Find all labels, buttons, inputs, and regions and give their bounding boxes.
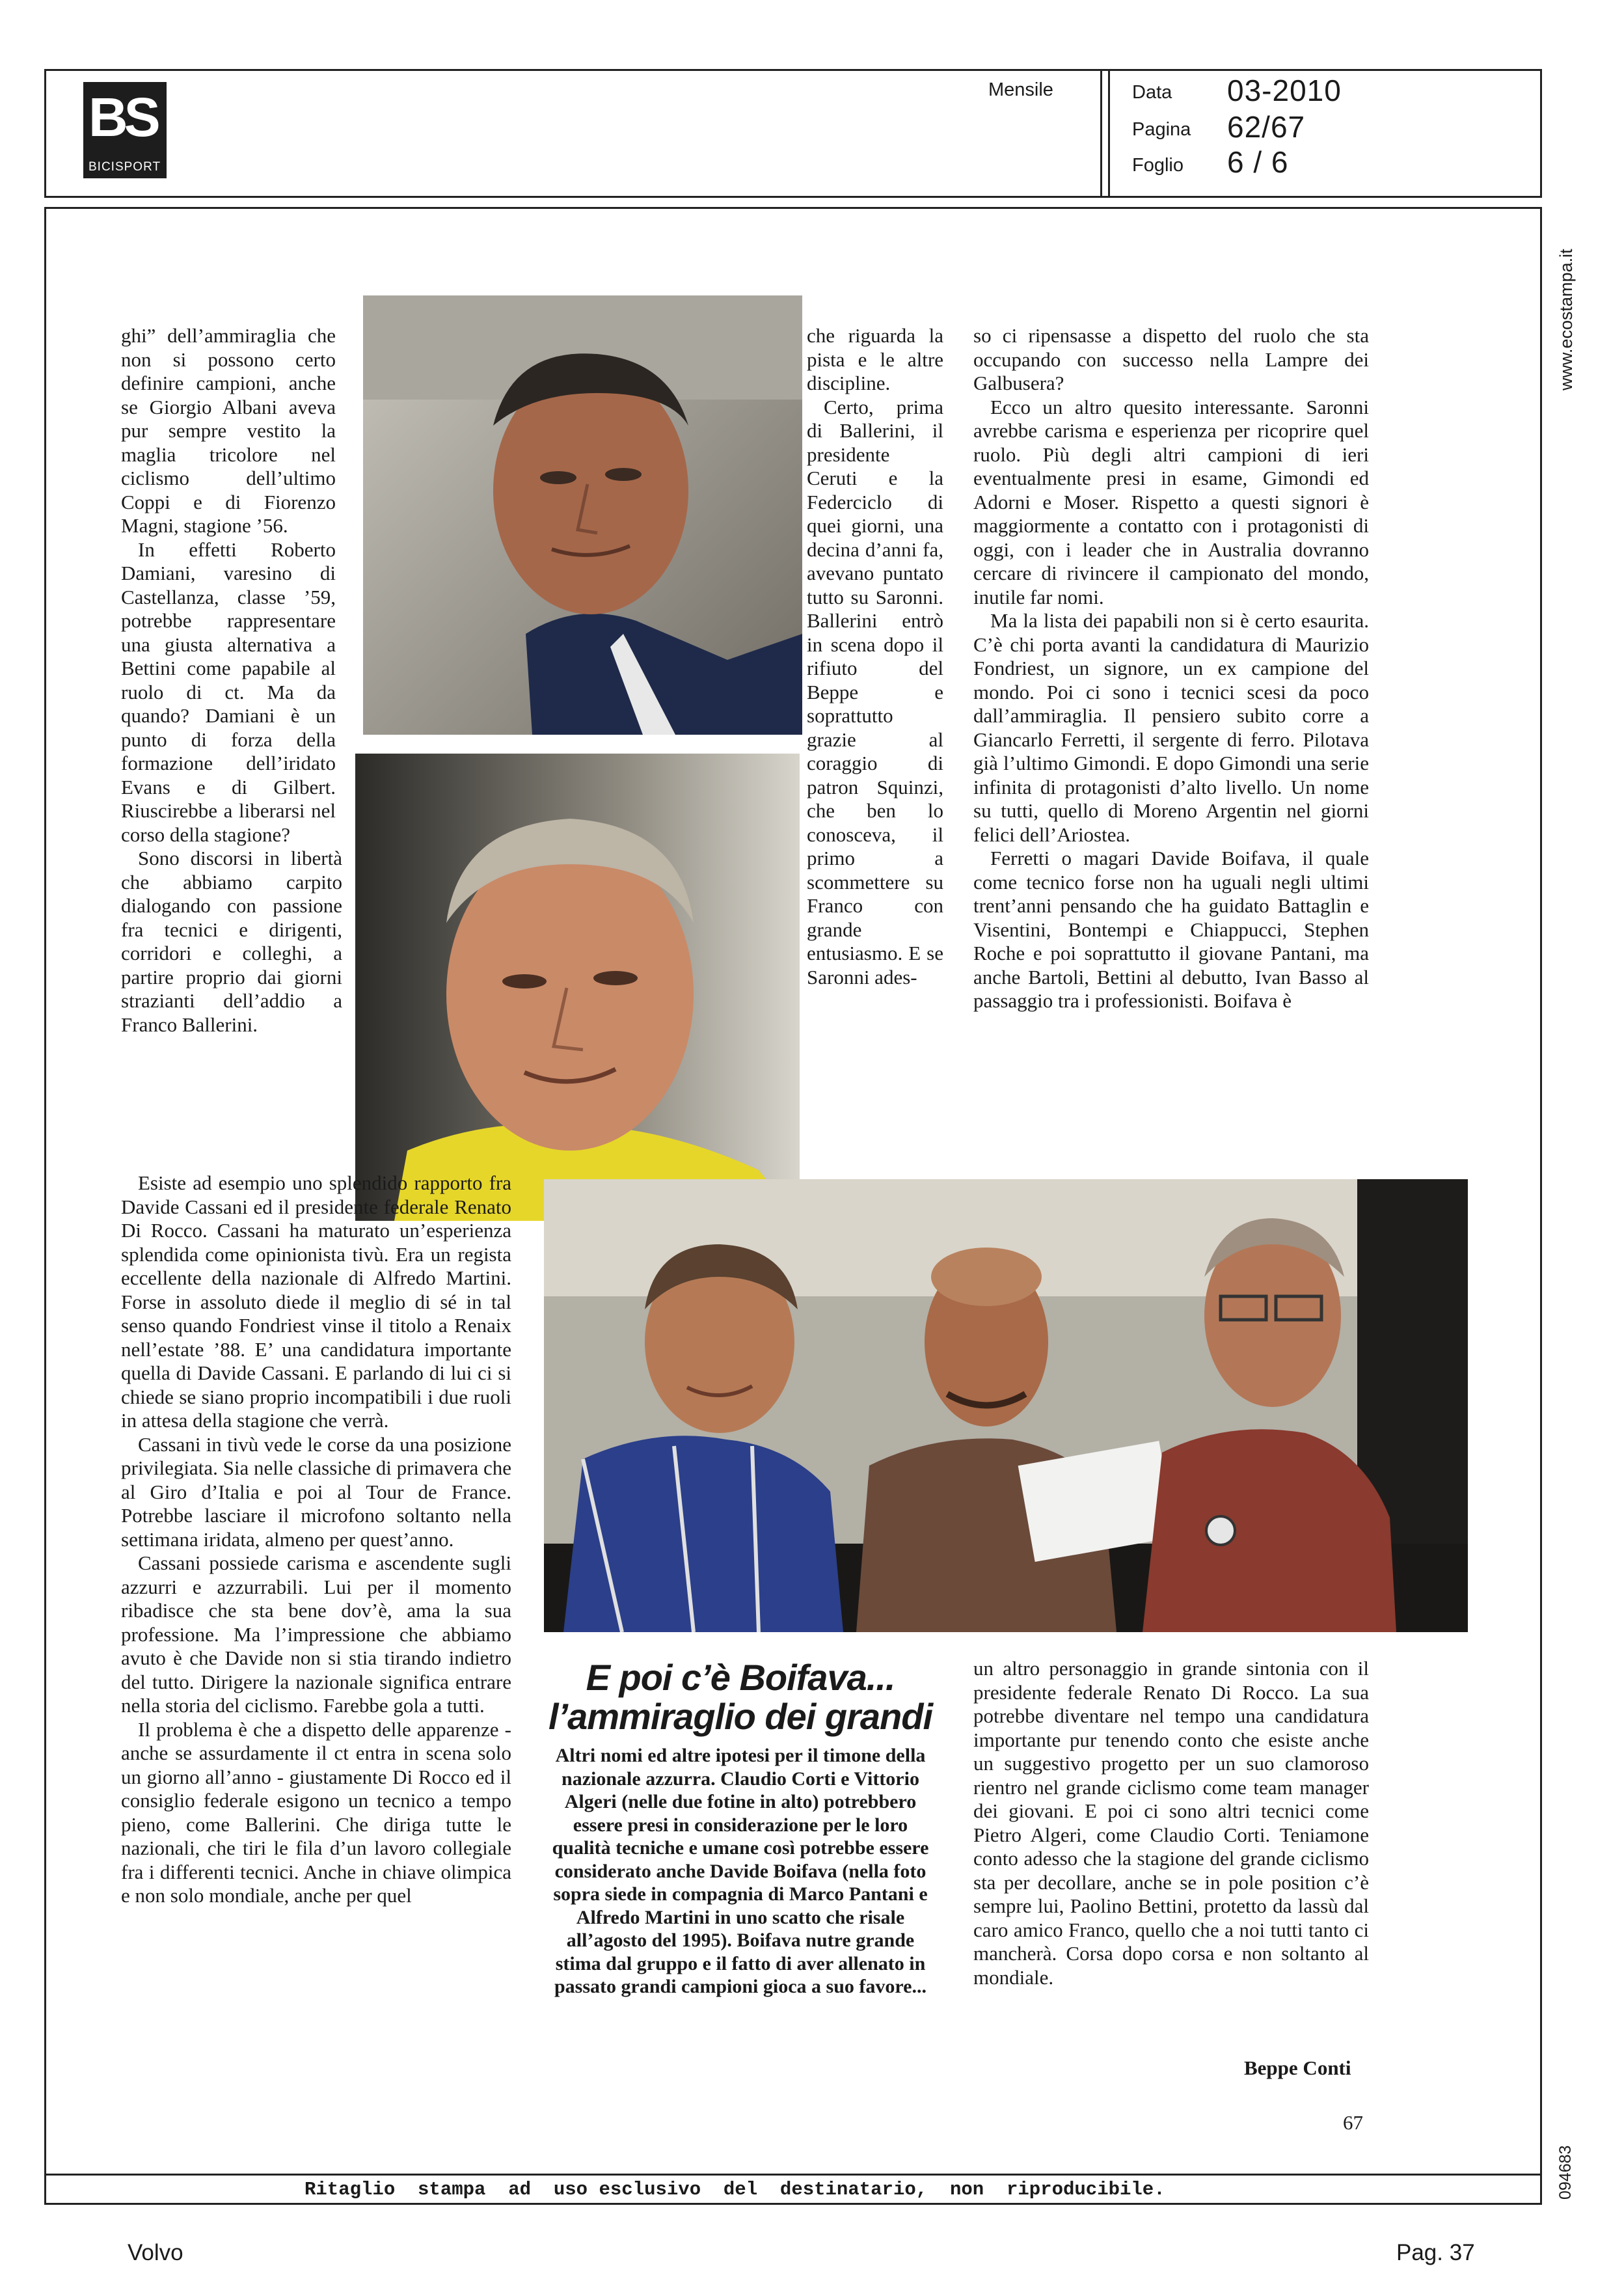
header-divider-left	[1100, 69, 1102, 198]
photo-vittorio-algeri	[355, 754, 800, 1221]
pagina-label: Pagina	[1132, 119, 1191, 140]
article-column-1-lower	[121, 1171, 511, 1908]
col1-paragraph-5: Cassani in tivù vede le corse da una posizione privilegiata. Sia nelle classiche di primavera che al Giro d’Italia e poi al Tour de France. Potrebbe lasciare il microfono soltanto nella settimana iridata, almeno per quest’anno.	[121, 1432, 511, 1551]
frequency-label: Mensile	[988, 79, 1053, 100]
document-code: 094683	[1556, 2145, 1575, 2200]
portrait-corti-image	[363, 295, 802, 735]
article-column-2	[807, 324, 943, 989]
col3b-paragraph-1: un altro personaggio in grande sintonia con il presidente federale Renato Di Rocco. La sua potrebbe diventare nel tempo una candidatura importante pur tenendo conto che esiste anche un suggestivo progetto per un suo clamoroso rientro nel grande ciclismo come team manager dei giovani. E poi ci sono altri tecnici come Pietro Algeri, come Claudio Corti. Teniamone conto adesso che la stagione del grande ciclismo sta per decollare, anche se in pole position c’è sempre lui, Paolino Bettini, protetto da lassù dal caro amico Franco, quello che a noi tutti tanto ci mancherà. Corsa dopo corsa e non soltanto al mondiale.	[973, 1657, 1369, 1989]
foglio-value: 6 / 6	[1227, 145, 1289, 179]
photo-caption	[545, 1658, 936, 1999]
col2-paragraph-2: Certo, prima di Ballerini, il presidente Ceruti e la Federciclo di quei giorni, una decina d’anni fa, avevano puntato tutto su Saronni. Ballerini entrò in scena dopo il rifiuto del Beppe e soprattutto grazie al coraggio di patron Squinzi, che ben lo conosceva, il primo a scommettere su Franco con grande entusiasmo. E se Saronni ades-	[807, 395, 943, 989]
magazine-page-number: 67	[1343, 2111, 1363, 2134]
clipping-page: Pag. 37	[1396, 2240, 1475, 2265]
portrait-algeri-image	[355, 754, 800, 1221]
foglio-label: Foglio	[1132, 155, 1184, 176]
photo-claudio-corti	[363, 295, 802, 735]
col1-paragraph-6: Cassani possiede carisma e ascendente sugli azzurri e azzurrabili. Lui per il momento ribadisce che sta bene dov’è, ama la sua professione. Ma l’impressione che abbiamo avuto è che Davide non si stia tirando indietro del tutto. Dirigere la nazionale significa entrare nella storia del ciclismo. Farebbe gola a tutti.	[121, 1551, 511, 1717]
article-column-1	[121, 324, 342, 1037]
logo-subtitle: BICISPORT	[88, 160, 161, 174]
website-watermark: www.ecostampa.it	[1556, 249, 1576, 390]
caption-title-line-2: l’ammiraglio dei grandi	[548, 1696, 933, 1737]
header-divider-right	[1108, 69, 1110, 198]
pagina-value: 62/67	[1227, 110, 1306, 144]
col1-paragraph-7: Il problema è che a dispetto delle apparenze - anche se assurdamente il ct entra in scena solo un giorno all’anno - giustamente Di Rocco ed il consiglio federale esigono un tecnico a tempo pieno, come Ballerini. Che diriga tutte le nazionali, che tiri le fila d’un lavoro collegiale fra i differenti tecnici. Anche in chiave olimpica e non solo mondiale, anche per quel	[121, 1717, 511, 1907]
article-column-3-lower	[973, 1657, 1369, 1989]
article-column-3	[973, 324, 1369, 1013]
author-signature: Beppe Conti	[1244, 2056, 1351, 2079]
col1-paragraph-4: Esiste ad esempio uno splendido rapporto fra Davide Cassani ed il presidente federale Renato Di Rocco. Cassani ha maturato un’esperienza splendida come opinionista tivù. Era un regista eccellente della nazionale di Alfredo Martini. Forse in assoluto diede il meglio di sé in tal senso quando Fondriest vinse il titolo a Renaix nell’estate ’88. E’ una candidatura importante quella di Davide Cassani. E parlando di lui ci si chiede se siano proprio incompatibili i due ruoli in attesa della stagione che verrà.	[121, 1171, 511, 1432]
col2-paragraph-1: che riguarda la pista e le altre discipline.	[807, 324, 943, 394]
caption-body: Altri nomi ed altre ipotesi per il timone della nazionale azzurra. Claudio Corti e Vittorio Algeri (nelle due fotine in alto) potrebbero essere presi in considerazione per le loro qualità tecniche e umane così potrebbe essere considerato anche Davide Boifava (nella foto sopra siede in compagnia di Marco Pantani e Alfredo Martini in uno scatto che risale all’agosto del 1995). Boifava nutre grande stima dal gruppo e il fatto di aver allenato in passato grandi campioni gioca a suo favore...	[552, 1745, 929, 1997]
col1-paragraph-1: ghi” dell’ammiraglia che non si possono certo definire campioni, anche se Giorgio Albani aveva pur sempre vestito la maglia tricolore nel ciclismo dell’ultimo Coppi e di Fiorenzo Magni, stagione ’56.	[121, 324, 336, 537]
logo-text: BS	[88, 87, 157, 148]
client-name: Volvo	[128, 2240, 183, 2265]
reproduction-notice: Ritaglio stampa ad uso esclusivo del destinatario, non riproducibile.	[304, 2179, 1165, 2200]
caption-title-line-1: E poi c’è Boifava...	[586, 1657, 895, 1698]
col3-paragraph-2: Ecco un altro quesito interessante. Saronni avrebbe carisma e esperienza per ricoprire quel ruolo. Più degli altri campioni di ieri eventualmente presi in esame, Gimondi ed Adorni e Moser. Rispetto a questi signori è maggiormente a contatto con i protagonisti di oggi, con i leader che in Australia dovranno cercare di rivincere il campionato del mondo, inutile far nomi.	[973, 395, 1369, 608]
notice-divider	[44, 2174, 1542, 2176]
col3-paragraph-4: Ferretti o magari Davide Boifava, il quale come tecnico forse non ha uguali negli ultimi trent’anni pensando che ha guidato Battaglin e Visentini, Bontempi e Chiappucci, Stephen Roche e poi soprattutto il giovane Pantani, ma anche Bartoli, Bettini al debutto, Ivan Basso al passaggio tra i professionisti. Boifava è	[973, 847, 1369, 1012]
col3-paragraph-1: so ci ripensasse a dispetto del ruolo che sta occupando con successo nella Lampre dei Galbusera?	[973, 324, 1369, 394]
data-value: 03-2010	[1227, 74, 1342, 107]
bicisport-logo	[83, 82, 167, 178]
col3-paragraph-3: Ma la lista dei papabili non si è certo esaurita. C’è chi porta avanti la candidatura di Maurizio Fondriest, un signore, un ex campione del mondo. Poi ci sono i tecnici scesi da poco dall’ammiraglia. Il pensiero subito corre a Giancarlo Ferretti, il sergente di ferro. Pilotava già l’ultimo Gimondi. E dopo Gimondi una serie infinita di protagonisti d’alto livello. Un nome su tutti, quello di Moreno Argentin nel giorni felici dell’Ariostea.	[973, 609, 1369, 846]
data-label: Data	[1132, 82, 1172, 103]
col1-paragraph-2: In effetti Roberto Damiani, varesino di Castellanza, classe ’59, potrebbe rappresentare una giusta alternativa a Bettini come papabile al ruolo di ct. Ma da quando? Damiani è un punto di forza della formazione dell’iridato Evans e di Gilbert. Riuscirebbe a liberarsi nel corso della stagione?	[121, 538, 336, 846]
col1-paragraph-3: Sono discorsi in libertà che abbiamo carpito dialogando con passione fra tecnici e dirigenti, corridori e colleghi, a partire proprio dai giorni strazianti dell’addio a Franco Ballerini.	[121, 847, 342, 1036]
